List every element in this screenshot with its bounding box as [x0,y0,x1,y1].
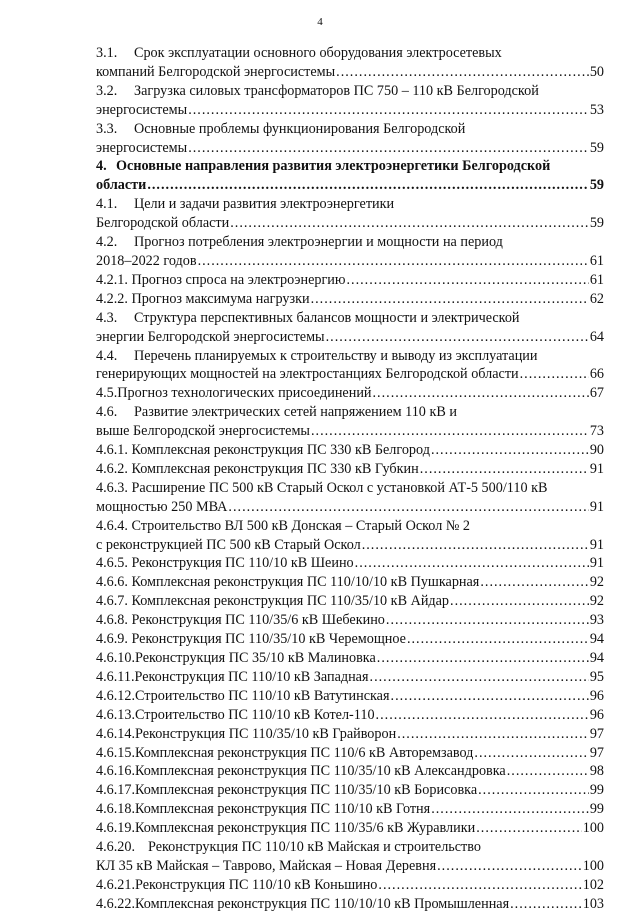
entry-title: Реконструкция ПС 35/10 кВ Малиновка [135,650,376,666]
leader-dots [230,214,589,233]
toc-entry-4-1 [96,195,604,233]
entry-title-last-line: с реконструкцией ПС 500 кВ Старый Оскол [96,536,361,553]
entry-page: 93 [589,612,604,629]
toc-entry-4-2-1 [96,271,604,290]
leader-dots [311,290,589,309]
leader-dots [507,762,589,781]
leader-dots [336,63,589,82]
entry-number: 4.6.5. [96,555,128,572]
entry-title: Комплексная реконструкция ПС 330 кВ Белгород [131,442,430,459]
entry-title: Прогноз спроса на электроэнергию [131,271,346,288]
entry-page: 95 [589,668,604,685]
entry-page: 62 [589,290,604,307]
leader-dots [228,498,588,517]
leader-dots [198,252,589,271]
entry-number: 4.6.20. [96,839,136,856]
entry-page: 64 [589,328,604,345]
entry-title: Реконструкция ПС 110/35/10 кВ Черемощное [131,631,406,648]
entry-page: 94 [589,650,604,666]
entry-number: 4.2. [96,234,118,251]
toc-entry-3-3 [96,120,604,158]
leader-dots [431,800,589,819]
entry-number: 4.2.2. [96,290,128,307]
leader-dots [476,819,582,838]
entry-title-first-line: Развитие электрических сетей напряжением 110 кВ и [134,404,457,421]
entry-title: Реконструкция ПС 110/35/10 кВ Грайворон [135,725,397,742]
leader-dots [362,536,589,555]
entry-number: 4. [96,158,107,175]
entry-title: Комплексная реконструкция ПС 110/35/10 кВ Айдар [131,593,450,610]
entry-page: 103 [582,895,604,912]
leader-dots [520,365,589,384]
entry-title-first-line: Структура перспективных балансов мощности и электрической [134,309,520,326]
entry-title: Прогноз технологических присоединений [117,385,372,402]
leader-dots [326,328,589,347]
entry-number: 4.6.1. [96,442,128,459]
entry-title: Прогноз максимума нагрузки [131,290,310,307]
entry-page: 92 [589,593,604,610]
entry-page: 61 [589,252,604,269]
entry-title-last-line: 2018–2022 годов [96,252,197,269]
toc-entry-4-3 [96,309,604,347]
entry-number: 4.3. [96,309,118,326]
entry-title: Строительство ПС 110/10 кВ Котел-110 [135,706,375,723]
leader-dots [355,554,589,573]
entry-page: 96 [589,687,604,704]
entry-title-first-line: Срок эксплуатации основного оборудования электросетевых [134,45,502,61]
entry-number: 4.6.15. [96,744,136,761]
leader-dots [311,422,589,441]
toc-entry-4-2 [96,233,604,271]
leader-dots [450,592,589,611]
entry-number: 4.6.22. [96,895,136,912]
entry-title: Комплексная реконструкция ПС 110/10/10 кВ Промышленная [135,895,510,912]
leader-dots [370,668,589,687]
entry-title-last-line: генерирующих мощностей на электростанциях Белгородской области [96,366,519,383]
leader-dots [478,781,589,800]
entry-number: 4.6.4. [96,517,128,534]
entry-number: 3.1. [96,45,118,61]
toc-entry-3-2 [96,82,604,120]
entry-number: 4.6.3. [96,479,128,496]
entry-title-first-line: Прогноз потребления электроэнергии и мощности на период [134,234,503,251]
entry-page: 91 [589,536,604,553]
entry-number: 3.2. [96,82,118,99]
entry-page: 61 [589,271,604,288]
toc-entry-4-2-2 [96,290,604,309]
toc-entry-4-6-12 [96,687,604,706]
toc-entry-4-6-16 [96,762,604,781]
leader-dots [480,573,588,592]
entry-page: 99 [589,801,604,818]
entry-title: Комплексная реконструкция ПС 330 кВ Губкин [131,460,419,477]
entry-title: Комплексная реконструкция ПС 110/6 кВ Авторемзавод [135,744,474,761]
toc-entry-4-6-11 [96,668,604,687]
entry-title: Комплексная реконструкция ПС 110/35/10 кВ Александровка [135,763,506,780]
leader-dots [420,460,589,479]
entry-title: Реконструкция ПС 110/35/6 кВ Шебекино [131,612,385,629]
entry-title-first-line: Загрузка силовых трансформаторов ПС 750 – 110 кВ Белгородской [134,82,539,99]
toc-entry-4 [96,157,604,195]
entry-number: 4.1. [96,196,118,213]
leader-dots [147,176,588,195]
entry-number: 4.6.7. [96,593,128,610]
entry-page: 97 [589,725,604,742]
page-number: 4 [317,16,323,28]
entry-number: 4.6.8. [96,612,128,629]
toc-entry-4-6-3 [96,479,604,517]
entry-title-last-line: выше Белгородской энергосистемы [96,423,310,440]
entry-page: 99 [589,782,604,799]
entry-number: 4.6.11. [96,668,135,685]
entry-page: 94 [589,631,604,648]
toc-entry-3-1 [96,44,604,82]
leader-dots [378,876,581,895]
toc-entry-4-6-15 [96,744,604,763]
toc-entry-4-6-22 [96,895,604,914]
entry-number: 4.6.18. [96,801,136,818]
entry-page: 73 [589,423,604,440]
entry-title: Комплексная реконструкция ПС 110/35/6 кВ Журавлики [135,820,476,837]
toc-entry-4-6 [96,403,604,441]
entry-page: 59 [589,139,604,156]
leader-dots [397,725,589,744]
table-of-contents [96,44,604,914]
entry-number: 3.3. [96,120,118,137]
toc-entry-4-6-13 [96,706,604,725]
entry-number: 4.2.1. [96,271,128,288]
entry-title: Реконструкция ПС 110/10 кВ Шеино [131,555,354,572]
toc-entry-4-6-7 [96,592,604,611]
entry-number: 4.6.13. [96,706,136,723]
entry-title-last-line: энергосистемы [96,101,188,118]
entry-page: 97 [589,744,604,761]
entry-title-first-line: Расширение ПС 500 кВ Старый Оскол с установкой АТ-5 500/110 кВ [131,479,548,496]
entry-number: 4.6.2. [96,460,128,477]
entry-number: 4.6.12. [96,687,136,704]
entry-title-last-line: компаний Белгородской энергосистемы [96,63,336,80]
entry-page: 91 [589,555,604,572]
entry-page: 53 [589,101,604,118]
entry-title-last-line: области [96,177,147,194]
leader-dots [376,706,589,725]
toc-entry-4-6-17 [96,781,604,800]
entry-page: 98 [589,763,604,780]
toc-entry-4-6-1 [96,441,604,460]
leader-dots [188,101,589,120]
entry-title-last-line: энергосистемы [96,139,188,156]
entry-title-first-line: Перечень планируемых к строительству и выводу из эксплуатации [134,347,538,364]
entry-page: 102 [582,876,604,893]
leader-dots [391,687,589,706]
toc-entry-4-5 [96,384,604,403]
leader-dots [431,441,589,460]
entry-number: 4.6.17. [96,782,136,799]
entry-page: 96 [589,706,604,723]
entry-title-last-line: КЛ 35 кВ Майская – Таврово, Майская – Новая Деревня [96,857,437,874]
leader-dots [377,649,589,668]
entry-page: 59 [589,215,604,232]
entry-page: 50 [589,63,604,80]
entry-title-last-line: мощностью 250 МВА [96,498,228,515]
toc-entry-4-6-14 [96,725,604,744]
entry-number: 4.4. [96,347,118,364]
toc-entry-4-6-4 [96,517,604,555]
entry-number: 4.6.21. [96,876,136,893]
entry-number: 4.6.10. [96,650,136,666]
toc-entry-4-6-9 [96,630,604,649]
entry-title-first-line: Основные проблемы функционирования Белгородской [134,120,466,137]
toc-entry-4-4 [96,347,604,385]
entry-page: 59 [589,177,604,194]
entry-page: 66 [589,366,604,383]
entry-title: Реконструкция ПС 110/10 кВ Коньшино [135,876,378,893]
leader-dots [407,630,589,649]
toc-entry-4-6-21 [96,876,604,895]
entry-number: 4.6.6. [96,574,128,591]
leader-dots [373,384,589,403]
toc-entry-4-6-6 [96,573,604,592]
entry-number: 4.6.9. [96,631,128,648]
entry-title-last-line: Белгородской области [96,215,230,232]
entry-title: Строительство ПС 110/10 кВ Ватутинская [135,687,390,704]
leader-dots [510,895,582,914]
entry-page: 90 [589,442,604,459]
leader-dots [437,857,582,876]
toc-entry-4-6-20 [96,838,604,876]
entry-title: Реконструкция ПС 110/10 кВ Западная [134,668,369,685]
entry-title: Комплексная реконструкция ПС 110/10/10 кВ Пушкарная [131,574,480,591]
entry-page: 91 [589,498,604,515]
entry-page: 100 [582,820,604,837]
entry-number: 4.6.14. [96,725,136,742]
toc-entry-4-6-18 [96,800,604,819]
entry-title-last-line: энергии Белгородской энергосистемы [96,328,325,345]
toc-entry-4-6-5 [96,554,604,573]
entry-number: 4.6.19. [96,820,136,837]
entry-number: 4.5. [96,385,118,402]
entry-number: 4.6. [96,404,118,421]
entry-title-first-line: Реконструкция ПС 110/10 кВ Майская и строительство [148,839,481,856]
entry-page: 91 [589,460,604,477]
entry-page: 92 [589,574,604,591]
leader-dots [346,271,588,290]
entry-page: 67 [589,385,604,402]
entry-title: Комплексная реконструкция ПС 110/35/10 кВ Борисовка [135,782,478,799]
entry-title-first-line: Строительство ВЛ 500 кВ Донская – Старый Оскол № 2 [131,517,470,534]
entry-page: 100 [582,857,604,874]
toc-entry-4-6-8 [96,611,604,630]
toc-entry-4-6-19 [96,819,604,838]
entry-title-first-line: Цели и задачи развития электроэнергетики [134,196,395,213]
toc-entry-4-6-10 [96,649,604,668]
toc-entry-4-6-2 [96,460,604,479]
leader-dots [474,744,588,763]
leader-dots [386,611,589,630]
entry-number: 4.6.16. [96,763,136,780]
entry-title: Комплексная реконструкция ПС 110/10 кВ Готня [135,801,431,818]
leader-dots [188,139,589,158]
entry-title-first-line: Основные направления развития электроэнергетики Белгородской [116,158,551,175]
